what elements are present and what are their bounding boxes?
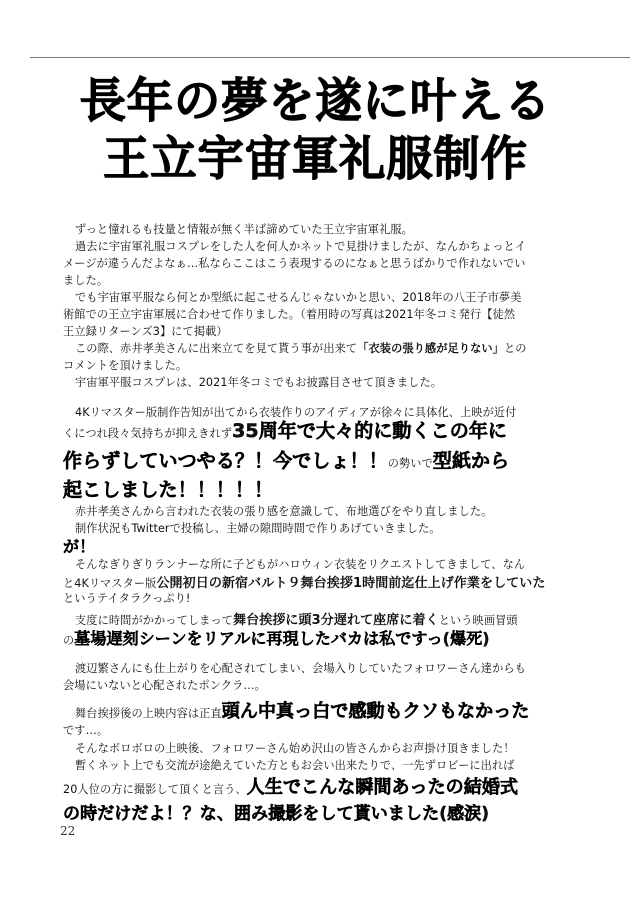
body-text: の勢いで (387, 457, 433, 470)
body-line (63, 626, 490, 649)
body-line: ずっと憧れるも技量と情報が無く半ば諦めていた王立宇宙軍礼服。 (75, 223, 413, 236)
body-line: そんなボロボロの上映後、フォロワーさん始め沢山の皆さんからお声掛け頂きました！ (75, 742, 515, 755)
body-line: 術館での王立宇宙軍展に合わせて作りました。（着用時の写真は2021年冬コミ発行【徒然 (63, 308, 516, 321)
emphasis-large: 墓場遅刻シーンをリアルに再現したバカは私ですっ(爆死) (74, 629, 490, 648)
emphasis-large: の時だけだよ！？な、囲み撮影をして貰いました(感涙) (63, 804, 490, 824)
body-line: 渡辺繁さんにも仕上がりを心配されてしまい、会場入りしていたフォロワーさん達からも (75, 662, 526, 675)
emphasis-large: 作らずしていつやる？！今でしょ！！ (63, 450, 388, 472)
headline-line-1: 長年の夢を遂に叶える (79, 74, 552, 129)
body-line: 赤井孝美さんから言われた衣装の張り感を意識して、布地選びをやり直しました。 (75, 505, 493, 518)
body-line: コメントを頂けました。 (63, 359, 188, 372)
body-line (63, 773, 518, 799)
body-line (75, 697, 529, 723)
emphasis-ga: が！ (63, 537, 96, 556)
body-line: 4Kリマスター版制作告知が出てから衣装作りのアイディアが徐々に具体化、上映が近付 (75, 406, 517, 419)
body-line: 暫くネット上でも交流が途絶えていた方ともお会い出来たりで、一先ずロビーに出れば (75, 759, 515, 772)
body-text: くにつれ段々気持ちが抑えきれず (63, 427, 233, 440)
body-line: というテイタラクっぷり! (63, 592, 191, 605)
body-text: という映画冒頭 (438, 614, 518, 627)
body-line: ました。 (63, 274, 109, 287)
body-text: と4Kリマスター版 (63, 577, 157, 590)
body-line (63, 446, 509, 473)
emphasis-large: 35周年で大々的に動くこの年に (232, 420, 508, 442)
headline-line-2: 王立宇宙軍礼服制作 (103, 132, 528, 187)
body-text: この際、赤井孝美さんに出来立てを見て貰う事が出来て (75, 342, 358, 355)
body-text: 舞台挨拶後の上映内容は正直 (75, 707, 222, 720)
body-line: 制作状況もTwitterで投稿し、主婦の隙間時間で作りあげていきました。 (75, 522, 441, 535)
body-line: メージが違うんだよなぁ…私ならここはこう表現するのになぁと思うばかりで作れないでい (63, 257, 526, 270)
emphasis-large: 型紙から (432, 450, 510, 472)
body-text: との (503, 342, 527, 355)
body-line: 宇宙軍平服コスプレは、2021年冬コミでもお披露目させて頂きました。 (75, 376, 443, 389)
body-line: 過去に宇宙軍礼服コスプレをした人を何人かネットで見掛けましたが、なんかちょっとイ (75, 240, 527, 253)
body-line: 会場にいないと心配されたポンクラ…。 (63, 679, 266, 692)
body-line (63, 416, 507, 443)
emphasis-large: 起こしました！！！！！ (63, 479, 274, 501)
body-text: の (63, 634, 75, 647)
emphasis-large: 頭ん中真っ白で感動もクソもなかった (221, 701, 530, 722)
body-line (63, 572, 546, 591)
body-line: 王立録リターンズ3】にて掲載） (63, 325, 228, 338)
emphasis-quote: 「衣装の張り感が足りない」 (357, 342, 504, 355)
body-line (63, 799, 489, 824)
body-line (63, 534, 95, 557)
body-text: 支度に時間がかかってしまって (75, 614, 234, 627)
body-line: です…。 (63, 724, 109, 737)
body-line (75, 340, 527, 356)
emphasis-bold: 公開初日の新宿バルト９舞台挨拶1時間前迄仕上げ作業をしていた (156, 576, 546, 591)
emphasis-bold: 舞台挨拶に頭3分遅れて座席に着く (233, 613, 439, 628)
body-line: でも宇宙軍平服なら何とか型紙に起こせるんじゃないかと思い、2018年の八王子市夢美 (75, 291, 522, 304)
emphasis-large: 人生でこんな瞬間あったの結婚式 (246, 777, 519, 798)
page-number: 22 (60, 824, 76, 838)
body-line: そんなぎりぎりランナーな所に子どもがハロウィン衣装をリクエストしてきまして、なん (75, 558, 526, 571)
body-text: 20人位の方に撮影して頂くと言う、 (63, 783, 247, 796)
body-line (63, 475, 273, 502)
